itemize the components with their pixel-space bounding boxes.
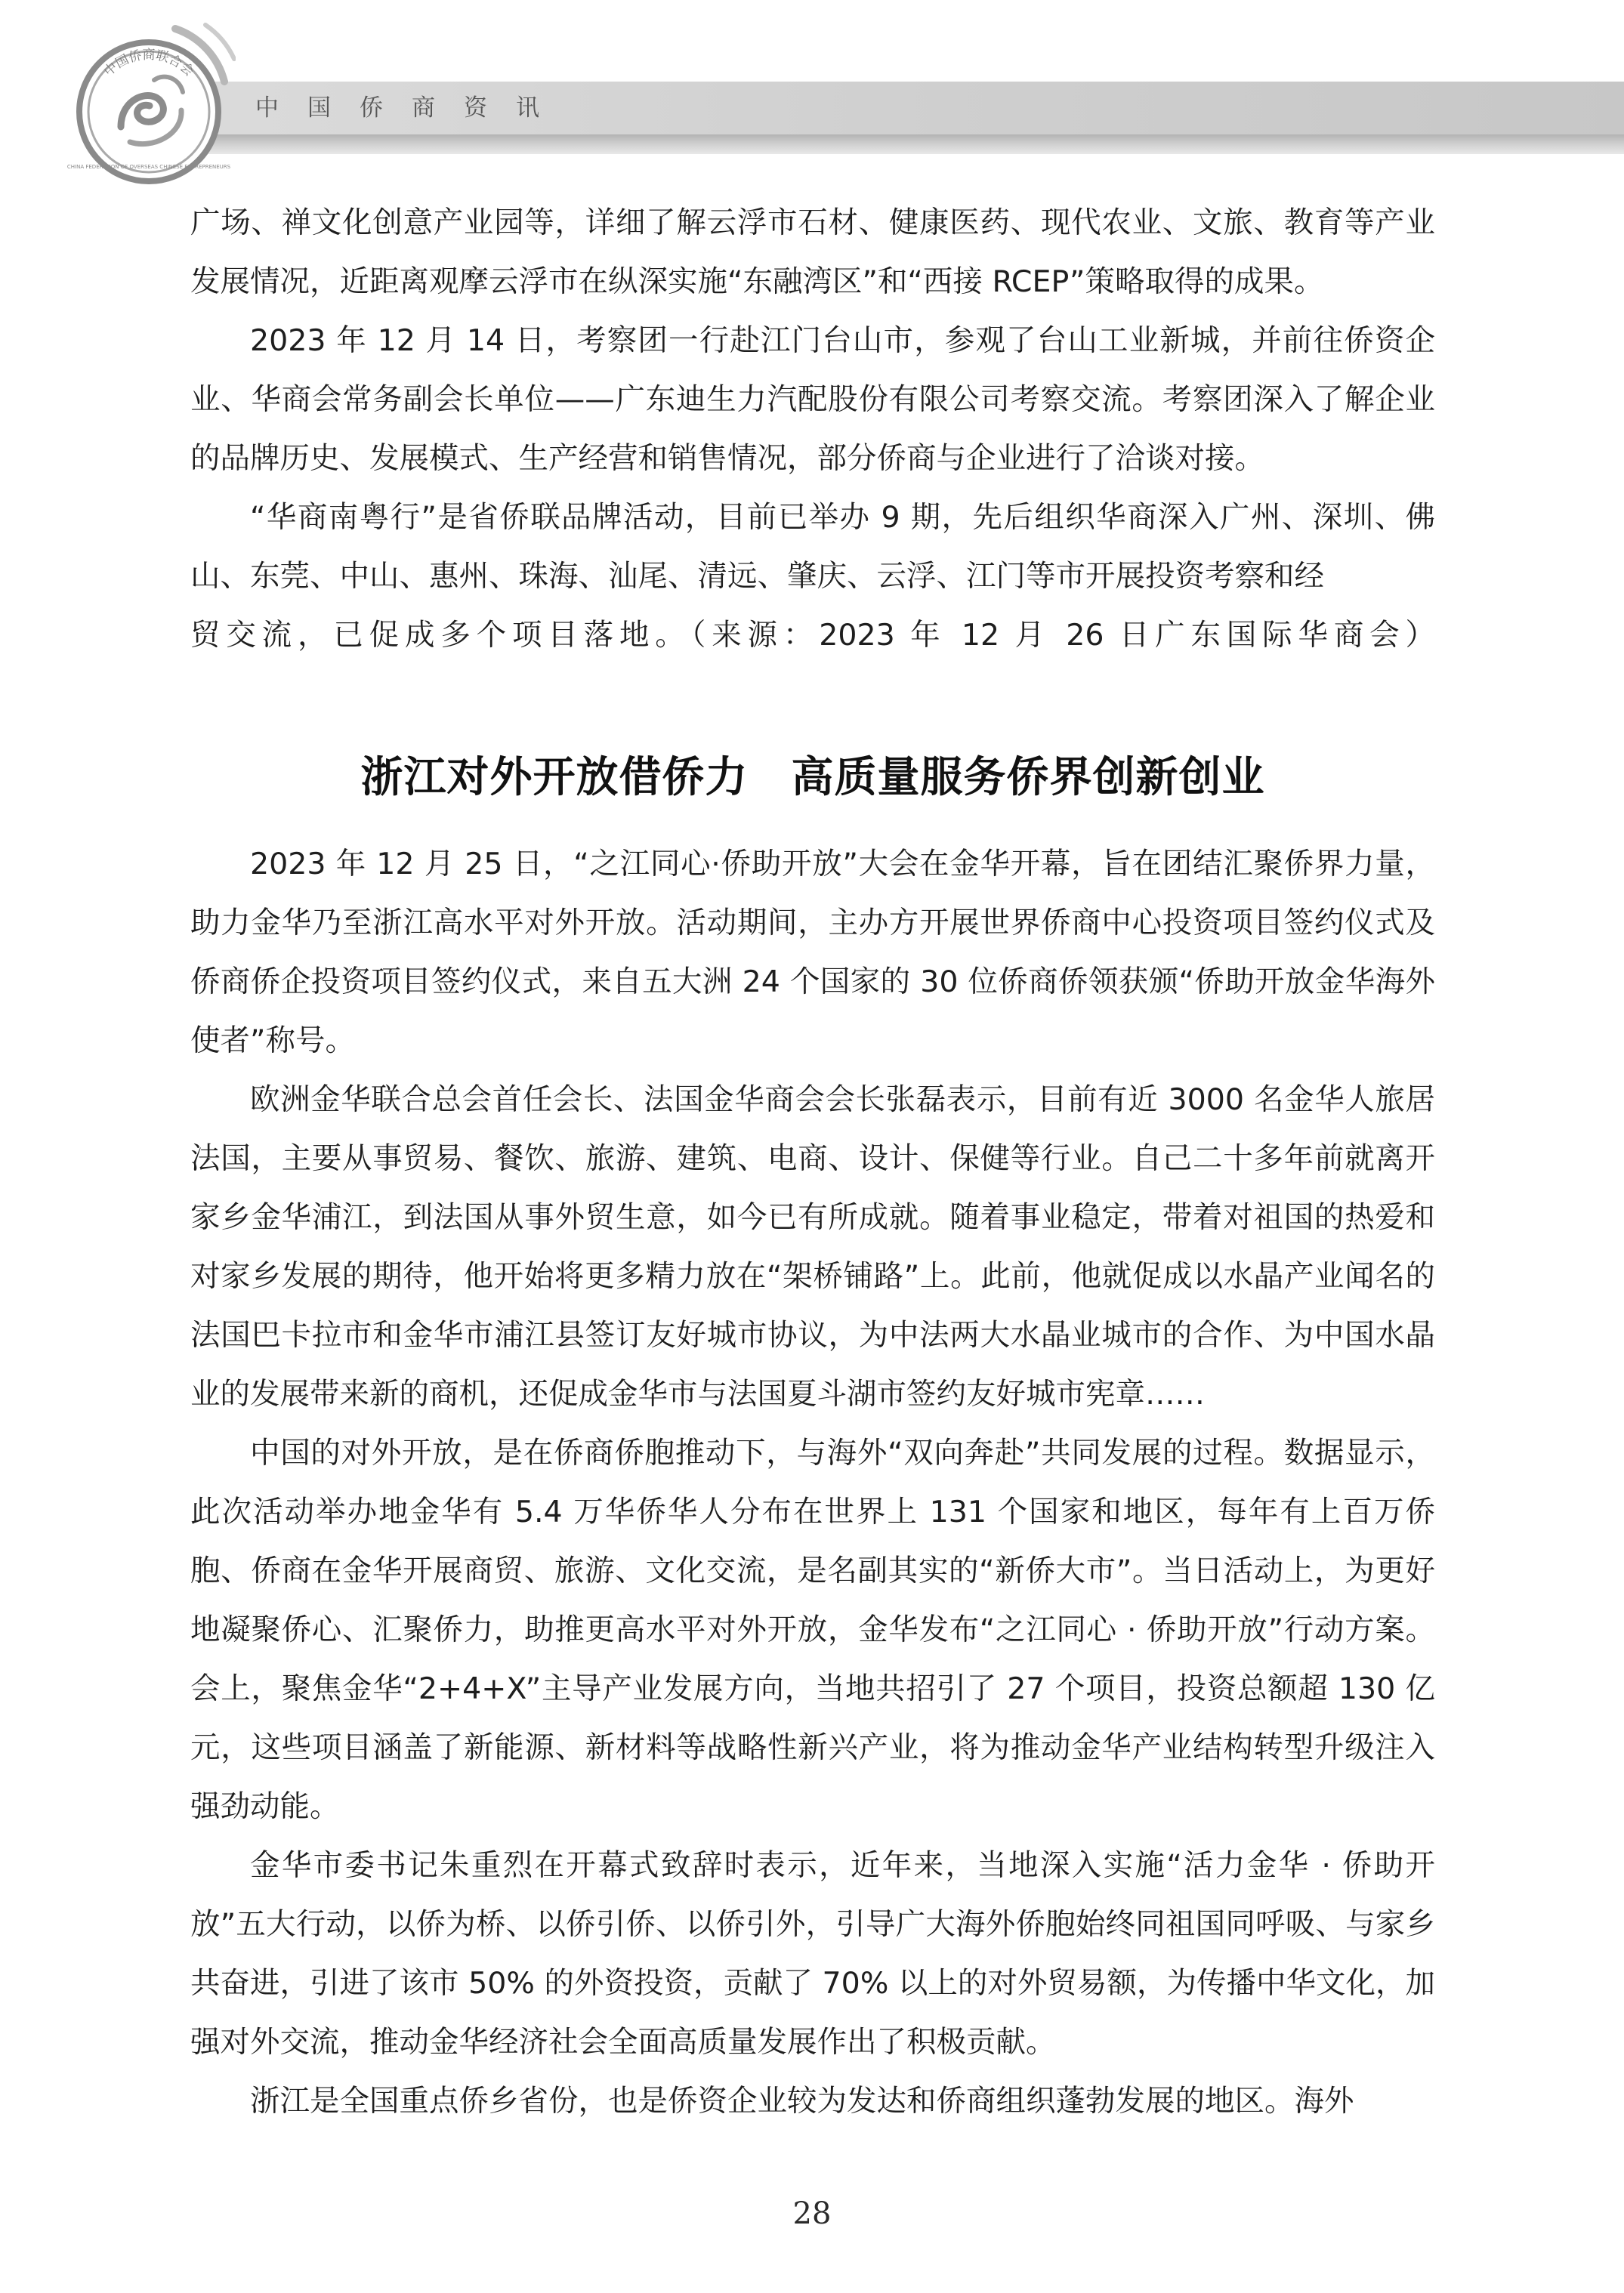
logo-ring-text: 中国侨商联合会: [101, 48, 196, 80]
logo-ring-text-en: CHINA FEDERATION OF OVERSEAS CHINESE ENTREPRENEURS: [66, 164, 231, 170]
running-header-title: 中国侨商资讯: [255, 94, 568, 122]
source-citation: （来源：2023 年 12 月 26 日广东国际华商会）: [690, 618, 1435, 653]
prev-article-body: [190, 193, 1435, 665]
paragraph-last-line-text: 贸交流，已促成多个项目落地。: [190, 618, 691, 653]
header-bar-shadow: [113, 134, 1624, 154]
paragraph: 2023 年 12 月 25 日，“之江同心·侨助开放”大会在金华开幕，旨在团结汇聚侨界力量，助力金华乃至浙江高水平对外开放。活动期间，主办方开展世界侨商中心投资项目签约仪式及侨商侨企投资项目签约仪式，来自五大洲 24 个国家的 30 位侨商侨领获颁“侨助开放金华海外使者”称号。: [190, 847, 1435, 1058]
paragraph: 广场、禅文化创意产业园等，详细了解云浮市石材、健康医药、现代农业、文旅、教育等产业发展情况，近距离观摩云浮市在纵深实施“东融湾区”和“西接 RCEP”策略取得的成果。: [190, 205, 1435, 299]
paragraph: 中国的对外开放，是在侨商侨胞推动下，与海外“双向奔赴”共同发展的过程。数据显示，此次活动举办地金华有 5.4 万华侨华人分布在世界上 131 个国家和地区，每年有上百万侨胞、侨商在金华开展商贸、旅游、文化交流，是名副其实的“新侨大市”。当日活动上，为更好地凝聚侨心、汇聚侨力，助推更高水平对外开放，金华发布“之江同心 · 侨助开放”行动方案。会上，聚焦金华“2+4+X”主导产业发展方向，当地共招引了 27 个项目，投资总额超 130 亿元，这些项目涵盖了新能源、新材料等战略性新兴产业，将为推动金华产业结构转型升级注入强劲动能。: [190, 1436, 1435, 1824]
paragraph: 欧洲金华联合总会首任会长、法国金华商会会长张磊表示，目前有近 3000 名金华人旅居法国，主要从事贸易、餐饮、旅游、建筑、电商、设计、保健等行业。自己二十多年前就离开家乡金华浦江，到法国从事外贸生意，如今已有所成就。随着事业稳定，带着对祖国的热爱和对家乡发展的期待，他开始将更多精力放在“架桥铺路”上。此前，他就促成以水晶产业闻名的法国巴卡拉市和金华市浦江县签订友好城市协议，为中法两大水晶业城市的合作、为中国水晶业的发展带来新的商机，还促成金华市与法国夏斗湖市签约友好城市宪章……: [190, 1082, 1435, 1412]
page-number: 28: [792, 2196, 832, 2231]
paragraph: 金华市委书记朱重烈在开幕式致辞时表示，近年来，当地深入实施“活力金华 · 侨助开放”五大行动，以侨为桥、以侨引侨、以侨引外，引导广大海外侨胞始终同祖国同呼吸、与家乡共奋进，引进了该市 50% 的外资投资，贡献了 70% 以上的对外贸易额，为传播中华文化，加强对外交流，推动金华经济社会全面高质量发展作出了积极贡献。: [190, 1848, 1435, 2060]
article-title: 浙江对外开放借侨力 高质量服务侨界创新创业: [360, 753, 1265, 802]
paragraph-last-line: [190, 606, 1435, 665]
paragraph: “华商南粤行”是省侨联品牌活动，目前已举办 9 期，先后组织华商深入广州、深圳、佛山、东莞、中山、惠州、珠海、汕尾、清远、肇庆、云浮、江门等市开展投资考察和经: [190, 500, 1435, 594]
paragraph: 浙江是全国重点侨乡省份，也是侨资企业较为发达和侨商组织蓬勃发展的地区。海外: [250, 2084, 1354, 2119]
paragraph: 2023 年 12 月 14 日，考察团一行赴江门台山市，参观了台山工业新城，并前往侨资企业、华商会常务副会长单位——广东迪生力汽配股份有限公司考察交流。考察团深入了解企业的品牌历史、发展模式、生产经营和销售情况，部分侨商与企业进行了洽谈对接。: [190, 323, 1435, 476]
federation-logo-icon: [62, 14, 236, 187]
main-article-body: [190, 835, 1435, 2131]
